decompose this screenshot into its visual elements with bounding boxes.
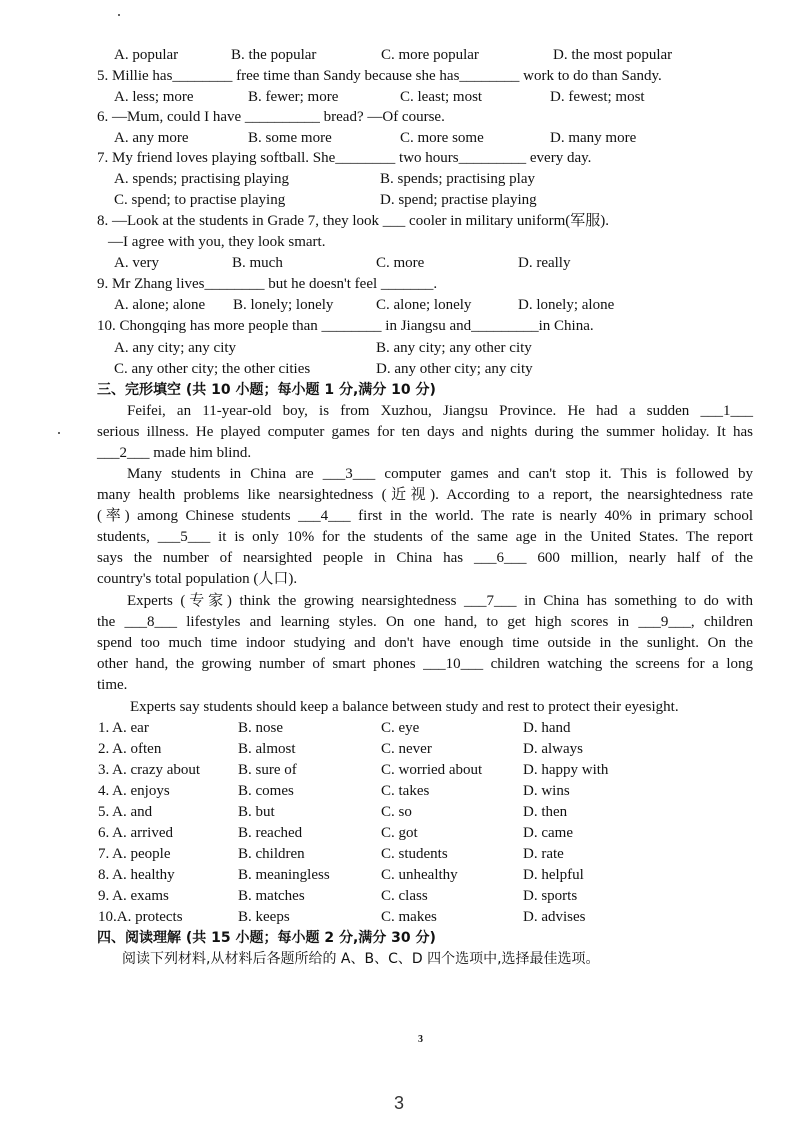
page-number-small: 3 xyxy=(418,1034,423,1045)
passage-line: serious illness. He played computer games for ten days and nights during the summer holiday. It has xyxy=(97,424,753,440)
cloze-option-a: 5. A. and xyxy=(98,804,153,820)
cloze-option-d: D. advises xyxy=(523,909,586,925)
option-a: A. any more xyxy=(114,130,189,146)
question-stem: 6. —Mum, could I have __________ bread? —Of course. xyxy=(97,109,445,125)
cloze-option-b: B. nose xyxy=(238,720,283,736)
passage-line: country's total population (人口). xyxy=(97,571,298,587)
option-c: C. more xyxy=(376,255,425,271)
q4-option-a: A. popular xyxy=(114,47,179,63)
cloze-option-b: B. reached xyxy=(238,825,303,841)
cloze-option-a: 4. A. enjoys xyxy=(98,783,170,799)
cloze-option-b: B. meaningless xyxy=(238,867,330,883)
question-stem: 5. Millie has________ free time than Sandy because she has________ work to do than Sandy. xyxy=(97,68,662,84)
cloze-option-d: D. came xyxy=(523,825,573,841)
passage-line: spend too much time indoor studying and don't have enough time outside in the sunlight. On the xyxy=(97,635,753,651)
option-c: C. more some xyxy=(400,130,484,146)
cloze-option-c: C. makes xyxy=(381,909,437,925)
question-stem: 9. Mr Zhang lives________ but he doesn't feel _______. xyxy=(97,276,438,292)
option-c: C. least; most xyxy=(400,89,483,105)
cloze-option-c: C. so xyxy=(381,804,412,820)
cloze-option-a: 2. A. often xyxy=(98,741,162,757)
option-d: D. any other city; any city xyxy=(376,361,533,377)
cloze-option-d: D. always xyxy=(523,741,583,757)
cloze-option-d: D. hand xyxy=(523,720,571,736)
cloze-option-b: B. matches xyxy=(238,888,305,904)
passage-line: Experts (专家) think the growing nearsightedness ___7___ in China has something to do with xyxy=(127,593,753,609)
question-stem: 8. —Look at the students in Grade 7, they look ___ cooler in military uniform(军服). xyxy=(97,213,609,229)
passage-line: many health problems like nearsightedness (近视). According to a report, the nearsightedness rate xyxy=(97,487,753,503)
option-a: A. less; more xyxy=(114,89,194,105)
cloze-option-d: D. happy with xyxy=(523,762,609,778)
passage-line: ___2___ made him blind. xyxy=(97,445,252,461)
option-b: B. lonely; lonely xyxy=(233,297,334,313)
cloze-option-a: 7. A. people xyxy=(98,846,171,862)
cloze-option-b: B. sure of xyxy=(238,762,297,778)
cloze-option-d: D. wins xyxy=(523,783,570,799)
option-c: C. spend; to practise playing xyxy=(114,192,286,208)
q4-option-b: B. the popular xyxy=(231,47,317,63)
question-stem: 10. Chongqing has more people than ________ in Jiangsu and_________in China. xyxy=(97,318,594,334)
option-b: B. any city; any other city xyxy=(376,340,532,356)
option-a: A. alone; alone xyxy=(114,297,206,313)
q4-option-c: C. more popular xyxy=(381,47,479,63)
cloze-option-d: D. helpful xyxy=(523,867,584,883)
cloze-option-a: 8. A. healthy xyxy=(98,867,175,883)
cloze-option-c: C. class xyxy=(381,888,428,904)
cloze-option-a: 10.A. protects xyxy=(98,909,183,925)
option-d: D. really xyxy=(518,255,571,271)
cloze-option-d: D. then xyxy=(523,804,568,820)
option-c: C. any other city; the other cities xyxy=(114,361,311,377)
option-d: D. lonely; alone xyxy=(518,297,615,313)
cloze-option-d: D. sports xyxy=(523,888,578,904)
passage-line: Many students in China are ___3___ computer games and can't stop it. This is followed by xyxy=(127,466,753,482)
cloze-option-c: C. got xyxy=(381,825,418,841)
cloze-option-c: C. never xyxy=(381,741,432,757)
question-stem: 7. My friend loves playing softball. She________ two hours_________ every day. xyxy=(97,150,592,166)
option-d: D. many more xyxy=(550,130,637,146)
cloze-option-b: B. children xyxy=(238,846,305,862)
cloze-option-a: 6. A. arrived xyxy=(98,825,173,841)
passage-line: other hand, the growing number of smart phones ___10___ children watching the screens for a long xyxy=(97,656,753,672)
page-number: 3 xyxy=(394,1093,405,1113)
option-a: A. very xyxy=(114,255,159,271)
scan-speck xyxy=(118,14,120,16)
section-3-title: 三、完形填空 (共 10 小题；每小题 1 分,满分 10 分) xyxy=(97,382,436,398)
cloze-option-c: C. worried about xyxy=(381,762,483,778)
option-b: B. some more xyxy=(248,130,332,146)
passage-line: (率) among Chinese students ___4___ first in the world. The rate is nearly 40% in primary school xyxy=(97,508,753,524)
cloze-option-c: C. takes xyxy=(381,783,430,799)
passage-line: says the number of nearsighted people in China has ___6___ 600 million, nearly half of the xyxy=(97,550,753,566)
cloze-option-a: 1. A. ear xyxy=(98,720,149,736)
cloze-option-b: B. comes xyxy=(238,783,294,799)
q4-option-d: D. the most popular xyxy=(553,47,673,63)
cloze-option-b: B. almost xyxy=(238,741,296,757)
option-b: B. fewer; more xyxy=(248,89,339,105)
option-a: A. spends; practising playing xyxy=(114,171,289,187)
cloze-option-c: C. eye xyxy=(381,720,420,736)
option-b: B. much xyxy=(232,255,283,271)
passage-line: Experts say students should keep a balance between study and rest to protect their eyesight. xyxy=(130,699,679,715)
option-b: B. spends; practising play xyxy=(380,171,535,187)
cloze-option-a: 9. A. exams xyxy=(98,888,169,904)
section-4-instruction: 阅读下列材料,从材料后各题所给的 A、B、C、D 四个选项中,选择最佳选项。 xyxy=(122,951,600,967)
question-stem-reply: —I agree with you, they look smart. xyxy=(108,234,326,250)
cloze-option-b: B. but xyxy=(238,804,275,820)
passage-line: time. xyxy=(97,677,128,693)
passage-line: students, ___5___ it is only 10% for the students of the same age in the United States. The report xyxy=(97,529,753,545)
scan-speck xyxy=(58,432,60,434)
option-c: C. alone; lonely xyxy=(376,297,472,313)
passage-line: Feifei, an 11-year-old boy, is from Xuzhou, Jiangsu Province. He had a sudden ___1___ xyxy=(127,403,753,419)
option-a: A. any city; any city xyxy=(114,340,237,356)
option-d: D. spend; practise playing xyxy=(380,192,537,208)
cloze-option-a: 3. A. crazy about xyxy=(98,762,201,778)
cloze-option-c: C. students xyxy=(381,846,448,862)
section-4-title: 四、阅读理解 (共 15 小题；每小题 2 分,满分 30 分) xyxy=(97,930,436,946)
cloze-option-c: C. unhealthy xyxy=(381,867,458,883)
cloze-option-b: B. keeps xyxy=(238,909,290,925)
option-d: D. fewest; most xyxy=(550,89,645,105)
cloze-option-d: D. rate xyxy=(523,846,564,862)
passage-line: the ___8___ lifestyles and learning styles. On one hand, to get high scores in ___9___, children xyxy=(97,614,753,630)
